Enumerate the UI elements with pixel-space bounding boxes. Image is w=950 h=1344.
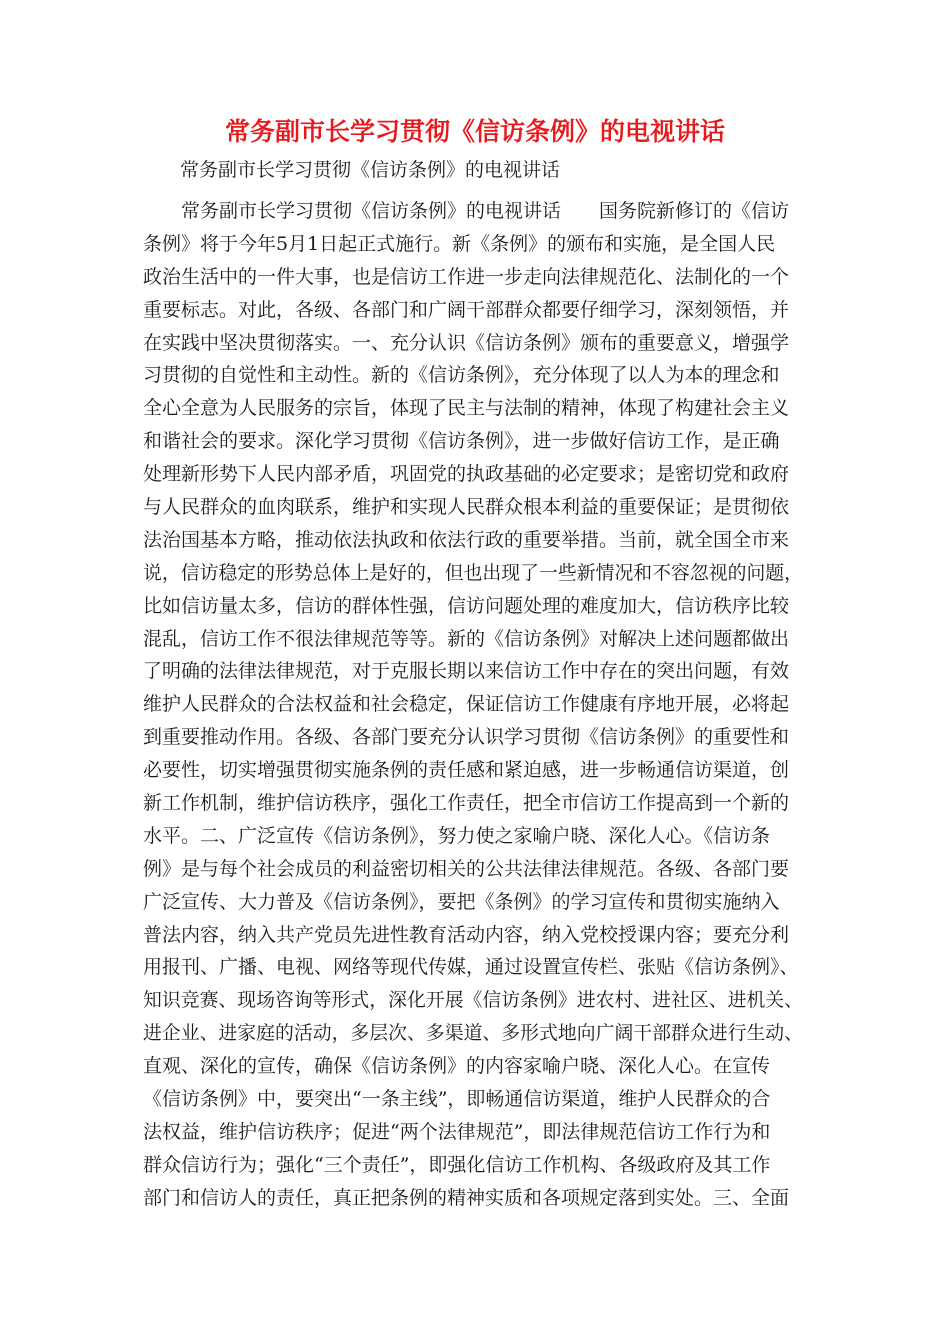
body-line: 在实践中坚决贯彻落实。一、充分认识《信访条例》颁布的重要意义，增强学: [143, 331, 790, 354]
body-line: 普法内容，纳入共产党员先进性教育活动内容，纳入党校授课内容；要充分利: [143, 923, 790, 946]
body-line: 与人民群众的血肉联系，维护和实现人民群众根本利益的重要保证；是贯彻依: [143, 496, 790, 519]
body-line: 必要性，切实增强贯彻实施条例的责任感和紧迫感，进一步畅通信访渠道，创: [143, 759, 790, 782]
body-line: 进企业、进家庭的活动，多层次、多渠道、多形式地向广阔干部群众进行生动、: [143, 1022, 804, 1045]
body-line: 全心全意为人民服务的宗旨，体现了民主与法制的精神，体现了构建社会主义: [143, 397, 790, 420]
body-line: 直观、深化的宣传，确保《信访条例》的内容家喻户晓、深化人心。在宣传: [143, 1055, 771, 1078]
body-line: 常务副市长学习贯彻《信访条例》的电视讲话 国务院新修订的《信访: [143, 200, 790, 222]
body-line: 条例》将于今年5月1日起正式施行。新《条例》的颁布和实施，是全国人民: [143, 232, 776, 255]
body-line: 水平。二、广泛宣传《信访条例》，努力使之家喻户晓、深化人心。《信访条: [143, 824, 771, 847]
document-title: 常务副市长学习贯彻《信访条例》的电视讲话: [224, 117, 725, 146]
body-line: 到重要推动作用。各级、各部门要充分认识学习贯彻《信访条例》的重要性和: [143, 726, 790, 749]
body-line: 法治国基本方略，推动依法执政和依法行政的重要举措。当前，就全国全市来: [143, 528, 790, 551]
body-line: 广泛宣传、大力普及《信访条例》，要把《条例》的学习宣传和贯彻实施纳入: [143, 890, 780, 913]
body-line: 重要标志。对此，各级、各部门和广阔干部群众都要仔细学习，深刻领悟，并: [143, 298, 790, 321]
body-line: 处理新形势下人民内部矛盾，巩固党的执政基础的必定要求；是密切党和政府: [143, 463, 790, 486]
body-line: 《信访条例》中，要突出“一条主线”，即畅通信访渠道，维护人民群众的合: [143, 1088, 771, 1111]
body-line: 部门和信访人的责任，真正把条例的精神实质和各项规定落到实处。三、全面: [143, 1186, 790, 1209]
body-line: 维护人民群众的合法权益和社会稳定，保证信访工作健康有序地开展，必将起: [143, 693, 790, 716]
body-line: 比如信访量太多，信访的群体性强，信访问题处理的难度加大，信访秩序比较: [143, 594, 790, 617]
body-line: 例》是与每个社会成员的利益密切相关的公共法律法律规范。各级、各部门要: [143, 857, 790, 880]
document-subtitle: 常务副市长学习贯彻《信访条例》的电视讲话: [180, 159, 561, 181]
body-line: 了明确的法律法律规范，对于克服长期以来信访工作中存在的突出问题，有效: [143, 660, 790, 683]
body-line: 政治生活中的一件大事，也是信访工作进一步走向法律规范化、法制化的一个: [143, 265, 790, 288]
body-line: 和谐社会的要求。深化学习贯彻《信访条例》，进一步做好信访工作，是正确: [143, 430, 780, 453]
body-line: 法权益，维护信访秩序；促进“两个法律规范”，即法律规范信访工作行为和: [143, 1120, 771, 1143]
body-line: 新工作机制，维护信访秩序，强化工作责任，把全市信访工作提高到一个新的: [143, 792, 790, 815]
body-line: 知识竞赛、现场咨询等形式，深化开展《信访条例》进农村、进社区、进机关、: [143, 989, 804, 1012]
body-line: 群众信访行为；强化“三个责任”，即强化信访工作机构、各级政府及其工作: [143, 1153, 771, 1176]
body-line: 混乱，信访工作不很法律规范等等。新的《信访条例》对解决上述问题都做出: [143, 627, 790, 650]
body-line: 习贯彻的自觉性和主动性。新的《信访条例》，充分体现了以人为本的理念和: [143, 364, 780, 387]
body-line: 用报刊、广播、电视、网络等现代传媒，通过设置宣传栏、张贴《信访条例》、: [143, 956, 799, 979]
body-line: 说，信访稳定的形势总体上是好的，但也出现了一些新情况和不容忽视的问题，: [143, 561, 804, 584]
document-body: [143, 195, 803, 1215]
